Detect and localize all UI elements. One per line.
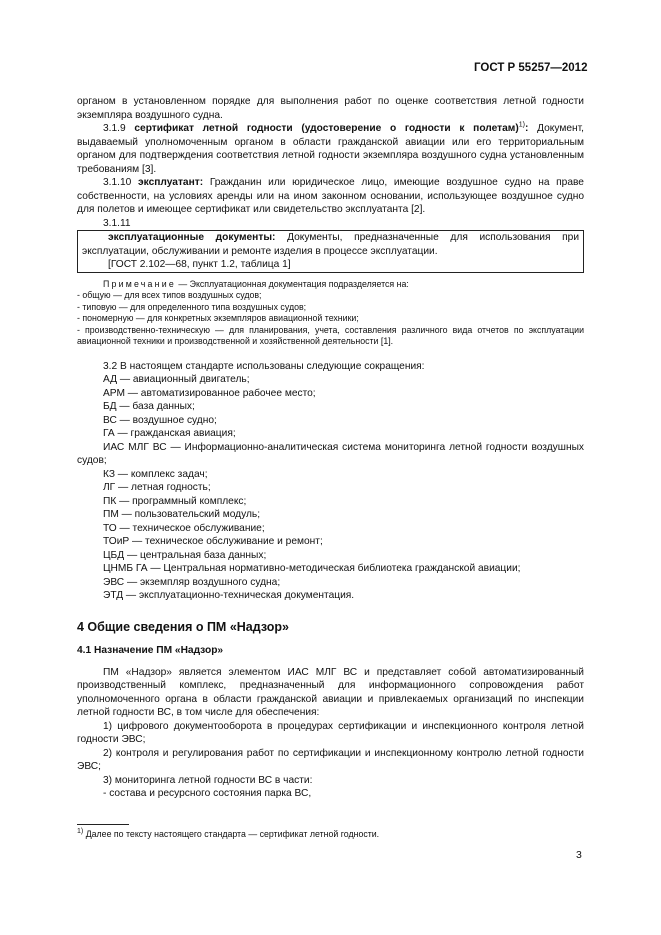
note-item: - типовую — для определенного типа воздушных судов; [77, 301, 307, 312]
note-block [77, 279, 584, 348]
abbr-item: ЭТД — эксплуатационно-техническая документация. [103, 590, 355, 601]
abbr-item: ЦНМБ ГА — Центральная нормативно-методическая библиотека гражданской авиации; [103, 563, 521, 574]
page-number: 3 [576, 849, 582, 861]
note-item: - общую — для всех типов воздушных судов; [77, 290, 262, 300]
definition-3-1-11-box [77, 230, 584, 273]
abbr-item: ЭВС — экземпляр воздушного судна; [103, 576, 281, 588]
document-header: ГОСТ Р 55257—2012 [474, 62, 588, 74]
main-text [77, 95, 584, 801]
abbr-item: ИАС МЛГ ВС — Информационно-аналитическая система мониторинга летной годности воздушных судов; [77, 441, 584, 466]
section-4-1-item: 3) мониторинга летной годности ВС в части: [103, 774, 313, 786]
section-4-1-paragraph: ПМ «Надзор» является элементом ИАС МЛГ ВС и представляет собой автоматизированный производственный комплекс, предназначенный для информационного сопровождения работ уполномоченного органа в области гражданской авиации и привлекаемых организаций по инспекции летной годности ВС, в том числе для обеспечения: [77, 666, 584, 718]
footnote: $^{1)}$ Далее по тексту настоящего стандарта — сертификат летной годности. [77, 828, 380, 839]
abbreviations-intro: 3.2 В настоящем стандарте использованы следующие сокращения: [103, 360, 425, 372]
note-item: - производственно-техническую — для планирования, учета, составления различного вида отчетов по эксплуатации авиационной техники и производственной и хозяйственной деятельности [1]. [77, 324, 584, 346]
section-4-1-heading: 4.1 Назначение ПМ «Надзор» [77, 645, 224, 656]
abbr-item: ПМ — пользовательский модуль; [103, 509, 261, 520]
abbr-item: ТО — техническое обслуживание; [103, 522, 265, 534]
abbr-item: ВС — воздушное судно; [103, 414, 217, 426]
note-item: - пономерную — для конкретных экземпляров авиационной техники; [77, 313, 359, 323]
abbr-item: ЛГ — летная годность; [103, 482, 211, 493]
definition-3-1-11-source: [ГОСТ 2.102—68, пункт 1.2, таблица 1] [108, 259, 291, 270]
section-4-1-item: 2) контроля и регулирования работ по сертификации и инспекционному контролю летной годности ЭВС; [77, 747, 584, 772]
footnote-divider [77, 824, 129, 825]
abbr-item: КЗ — комплекс задач; [103, 468, 208, 480]
note-intro: Примечание — Эксплуатационная документация подразделяется на: [103, 278, 409, 289]
definition-3-1-11-number: 3.1.11 [103, 217, 131, 229]
section-4-1-item: - состава и ресурсного состояния парка ВС, [103, 788, 312, 799]
section-4-1-item: 1) цифрового документооборота в процедурах сертификации и инспекционного контроля летной годности ЭВС; [77, 720, 584, 745]
definition-3-1-11-text: эксплуатационные документы: Документы, предназначенные для использования при эксплуатации, обслуживании и ремонте изделия в процессе эксплуатации. [82, 232, 580, 257]
abbr-item: ПК — программный комплекс; [103, 495, 247, 507]
abbr-item: ГА — гражданская авиация; [103, 428, 236, 439]
abbreviations-list [77, 360, 584, 603]
abbr-item: АРМ — автоматизированное рабочее место; [103, 387, 316, 399]
section-4-heading: 4 Общие сведения о ПМ «Надзор» [77, 619, 289, 634]
definition-3-1-9: 3.1.9 сертификат летной годности (удостоверение о годности к полетам)$^{1)}$: Документ, выдаваемый уполномоченным органом в области гражданской авиации или его территориальным органом для подтверждения соответствия летной годности экземпляра воздушного судна установленным требованиям [3]. [77, 121, 584, 175]
paragraph-continuation: органом в установленном порядке для выполнения работ по оценке соответствия летной годности экземпляра воздушного судна. [77, 96, 584, 121]
definition-3-1-10: 3.1.10 эксплуатант: Гражданин или юридическое лицо, имеющие воздушное судно на праве собственности, на условиях аренды или на ином законном основании, использующее воздушное судно для полетов и имеющее сертификат или свидетельство эксплуатанта [2]. [77, 177, 584, 215]
abbr-item: БД — база данных; [103, 401, 195, 412]
abbr-item: АД — авиационный двигатель; [103, 374, 250, 385]
abbr-item: ТОиР — техническое обслуживание и ремонт; [103, 536, 323, 547]
abbr-item: ЦБД — центральная база данных; [103, 549, 267, 561]
